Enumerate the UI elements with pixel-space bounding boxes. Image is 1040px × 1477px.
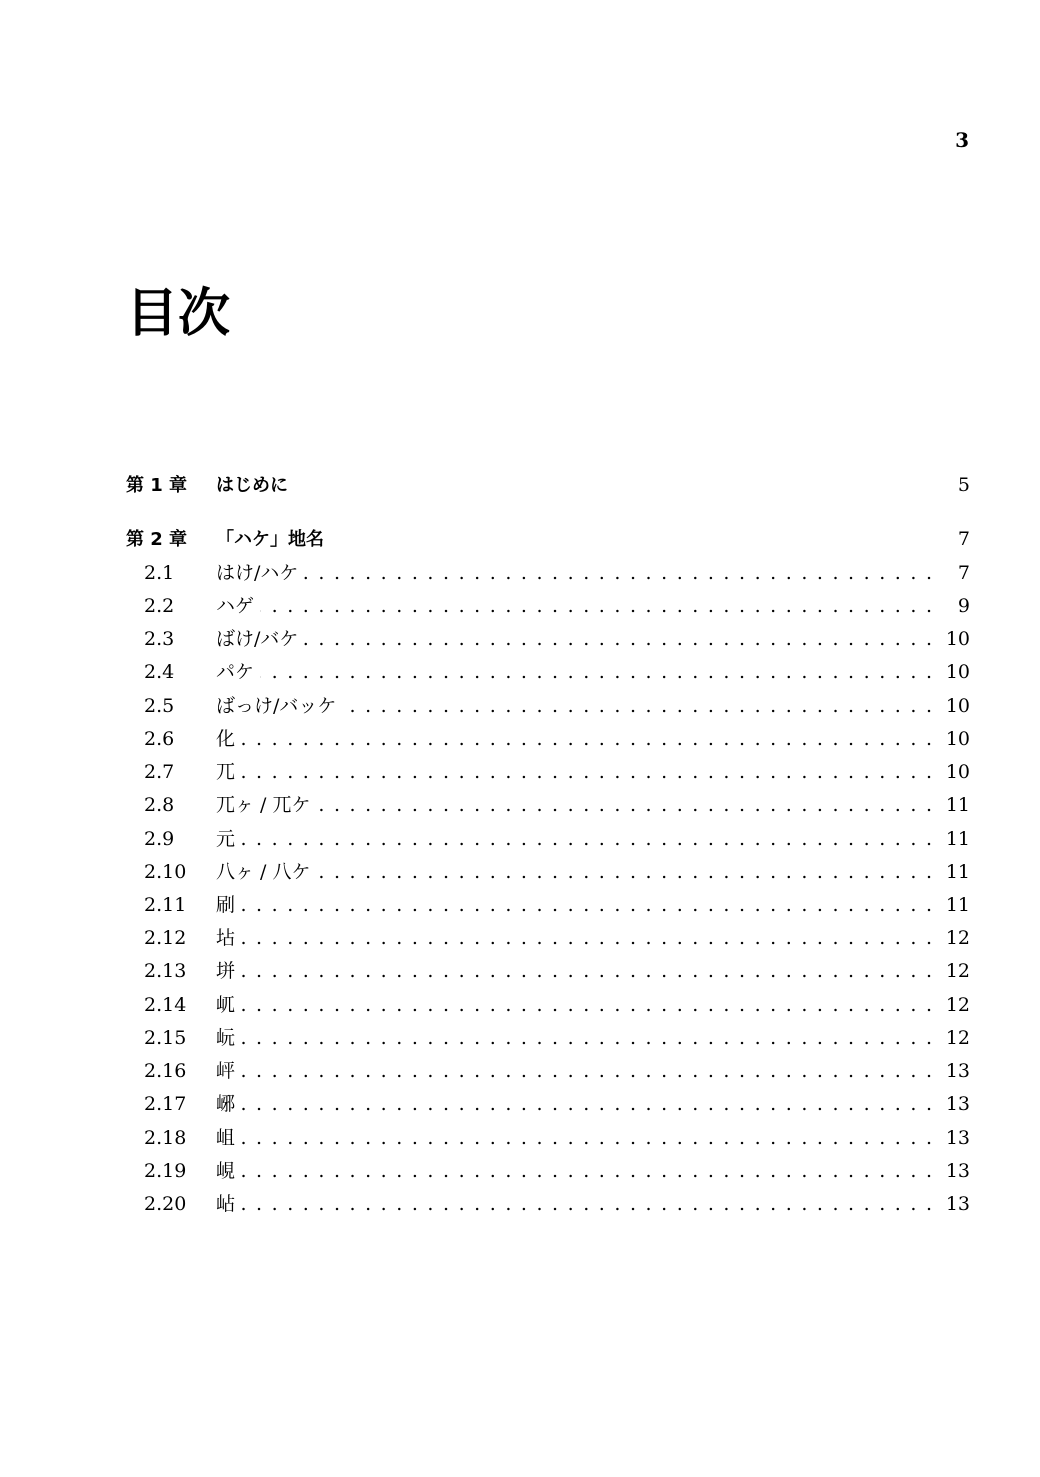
section-number: 2.6 xyxy=(144,728,175,750)
dot-leader xyxy=(241,1192,932,1216)
section-title: 岾 xyxy=(216,1193,236,1215)
section-title: 峫 xyxy=(216,1093,236,1115)
dot-leader xyxy=(316,793,932,817)
dot-leader xyxy=(241,1126,932,1150)
section-number: 2.15 xyxy=(144,1027,187,1049)
section-title: 八ヶ / 八ケ xyxy=(216,861,311,883)
section-page: 13 xyxy=(945,1060,970,1082)
section-number: 2.16 xyxy=(144,1060,187,1082)
section-page: 13 xyxy=(945,1193,970,1215)
toc-section-2-5[interactable] xyxy=(126,694,970,718)
dot-leader xyxy=(241,827,932,851)
section-page: 11 xyxy=(945,828,970,850)
toc-section-2-18[interactable] xyxy=(126,1126,970,1150)
section-number: 2.1 xyxy=(144,562,175,584)
toc-section-2-14[interactable] xyxy=(126,993,970,1017)
section-page: 11 xyxy=(945,894,970,916)
dot-leader xyxy=(241,760,932,784)
section-page: 12 xyxy=(945,927,970,949)
chapter-page: 5 xyxy=(957,474,970,496)
dot-leader xyxy=(241,1026,932,1050)
section-title: 元 xyxy=(216,828,236,850)
toc-section-2-1[interactable] xyxy=(126,561,970,585)
toc-section-2-12[interactable] xyxy=(126,926,970,950)
section-number: 2.20 xyxy=(144,1193,187,1215)
section-number: 2.18 xyxy=(144,1127,187,1149)
section-title: 化 xyxy=(216,728,236,750)
toc-section-2-20[interactable] xyxy=(126,1192,970,1216)
section-title: 刷 xyxy=(216,894,236,916)
section-page: 12 xyxy=(945,960,970,982)
section-number: 2.3 xyxy=(144,628,175,650)
dot-leader xyxy=(316,860,932,884)
section-title: 岏 xyxy=(216,1027,236,1049)
section-page: 10 xyxy=(945,628,970,650)
section-title: ばけ/バケ xyxy=(216,628,299,650)
chapter-page: 7 xyxy=(957,528,970,550)
section-number: 2.17 xyxy=(144,1093,187,1115)
section-page: 10 xyxy=(945,761,970,783)
section-page: 10 xyxy=(945,728,970,750)
dot-leader xyxy=(241,727,932,751)
section-number: 2.14 xyxy=(144,994,187,1016)
section-number: 2.19 xyxy=(144,1160,187,1182)
chapter-title: 「ハケ」地名 xyxy=(216,529,324,550)
toc-section-2-10[interactable] xyxy=(126,860,970,884)
section-title: ハゲ xyxy=(216,595,255,617)
section-number: 2.9 xyxy=(144,828,175,850)
toc-section-2-8[interactable] xyxy=(126,793,970,817)
dot-leader xyxy=(260,660,932,684)
toc-section-2-11[interactable] xyxy=(126,893,970,917)
section-title: 兀ヶ / 兀ケ xyxy=(216,794,311,816)
section-page: 10 xyxy=(945,695,970,717)
section-page: 12 xyxy=(945,1027,970,1049)
dot-leader xyxy=(241,926,932,950)
toc-section-2-15[interactable] xyxy=(126,1026,970,1050)
section-title: パケ xyxy=(216,661,255,683)
toc-chapter-2[interactable] xyxy=(126,527,970,551)
section-title: ばっけ/バッケ xyxy=(216,695,337,717)
toc-section-2-3[interactable] xyxy=(126,627,970,651)
section-title: 岼 xyxy=(216,1060,236,1082)
section-title: はけ/ハケ xyxy=(216,562,299,584)
section-title: 垪 xyxy=(216,960,236,982)
section-number: 2.4 xyxy=(144,661,175,683)
section-page: 11 xyxy=(945,861,970,883)
section-page: 12 xyxy=(945,994,970,1016)
dot-leader xyxy=(241,1159,932,1183)
chapter-title: はじめに xyxy=(216,475,288,496)
dot-leader xyxy=(260,594,932,618)
section-number: 2.13 xyxy=(144,960,187,982)
section-title: 岨 xyxy=(216,1127,236,1149)
chapter-number: 第 1 章 xyxy=(126,475,188,496)
section-number: 2.8 xyxy=(144,794,175,816)
toc-section-2-16[interactable] xyxy=(126,1059,970,1083)
section-page: 7 xyxy=(957,562,970,584)
dot-leader xyxy=(241,1092,932,1116)
dot-leader xyxy=(342,694,932,718)
toc-section-2-2[interactable] xyxy=(126,594,970,618)
toc-section-2-19[interactable] xyxy=(126,1159,970,1183)
dot-leader xyxy=(304,627,932,651)
section-title: 兀 xyxy=(216,761,236,783)
toc-section-2-7[interactable] xyxy=(126,760,970,784)
dot-leader xyxy=(241,893,932,917)
chapter-number: 第 2 章 xyxy=(126,529,188,550)
toc-chapter-1[interactable] xyxy=(126,473,970,497)
section-title: 峴 xyxy=(216,1160,236,1182)
section-page: 13 xyxy=(945,1093,970,1115)
section-number: 2.12 xyxy=(144,927,187,949)
section-number: 2.10 xyxy=(144,861,187,883)
section-number: 2.11 xyxy=(144,894,187,916)
toc-section-2-9[interactable] xyxy=(126,827,970,851)
section-title: 屼 xyxy=(216,994,236,1016)
dot-leader xyxy=(241,959,932,983)
toc-section-2-13[interactable] xyxy=(126,959,970,983)
section-number: 2.7 xyxy=(144,761,175,783)
toc-section-2-6[interactable] xyxy=(126,727,970,751)
section-page: 13 xyxy=(945,1160,970,1182)
dot-leader xyxy=(241,1059,932,1083)
section-number: 2.5 xyxy=(144,695,175,717)
section-page: 10 xyxy=(945,661,970,683)
toc-section-2-4[interactable] xyxy=(126,660,970,684)
toc-title: 目次 xyxy=(126,284,231,344)
section-number: 2.2 xyxy=(144,595,175,617)
section-title: 坫 xyxy=(216,927,236,949)
section-page: 11 xyxy=(945,794,970,816)
dot-leader xyxy=(241,993,932,1017)
section-page: 13 xyxy=(945,1127,970,1149)
section-page: 9 xyxy=(957,595,970,617)
toc-section-2-17[interactable] xyxy=(126,1092,970,1116)
dot-leader xyxy=(304,561,932,585)
page-number: 3 xyxy=(955,128,969,152)
